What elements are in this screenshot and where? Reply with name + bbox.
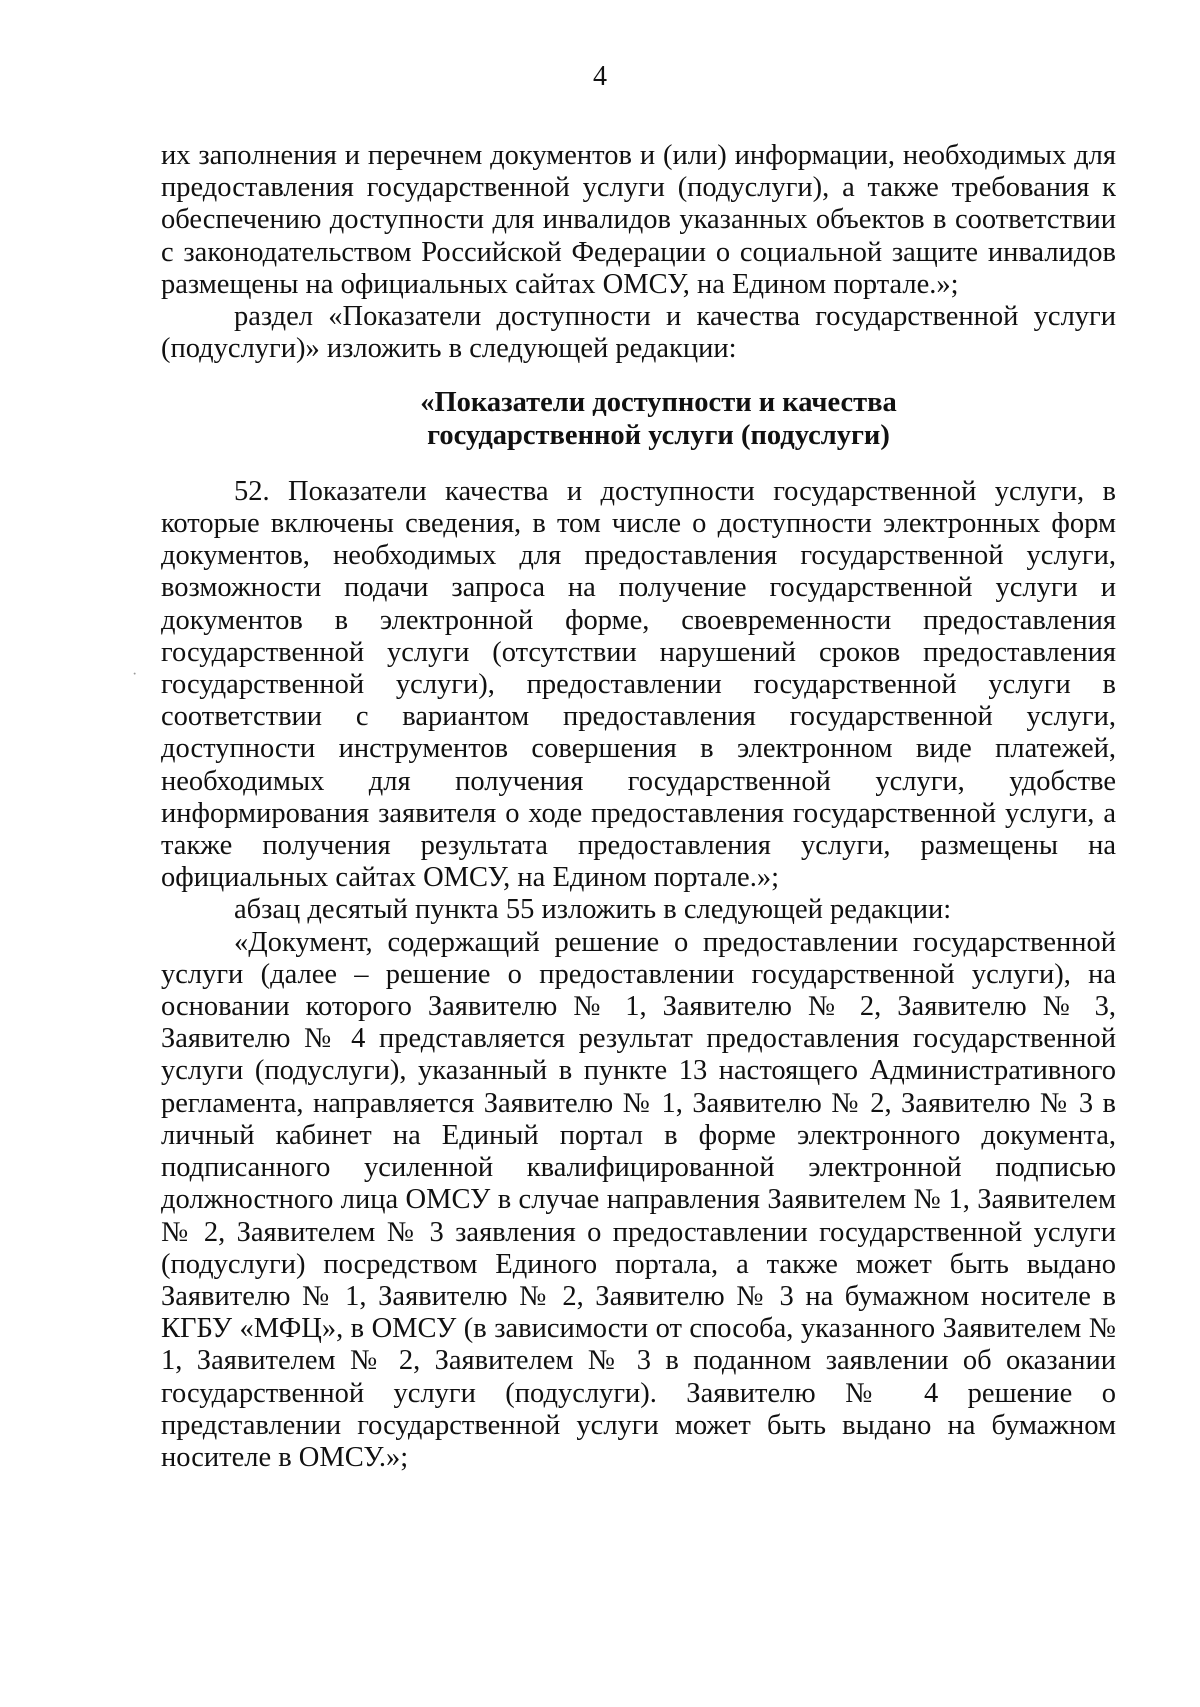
paragraph-item-52: 52. Показатели качества и доступности государственной услуги, в которые включены сведения, в том числе о доступности электронных форм документов, необходимых для предоставления государственной услуги, возможности подачи запроса на получение государственной услуги и документов в электронной форме, своевременности предоставления государственной услуги (отсутствии нарушений сроков предоставления государственной услуги), предоставлении государственной услуги в соответствии с вариантом предоставления государственной услуги, доступности инструментов совершения в электронном виде платежей, необходимых для получения государственной услуги, удобстве информирования заявителя о ходе предоставления государственной услуги, а также получения результата предоставления услуги, размещены на официальных сайтах ОМСУ, на Едином портале.»; [161,475,1116,894]
paragraph-document-decision: «Документ, содержащий решение о предоставлении государственной услуги (далее – решение о предоставлении государственной услуги), на основании которого Заявителю № 1, Заявителю № 2, Заявителю № 3, Заявителю № 4 представляется результат предоставления государственной услуги (подуслуги), указанный в пункте 13 настоящего Административного регламента, направляется Заявителю № 1, Заявителю № 2, Заявителю № 3 в личный кабинет на Единый портал в форме электронного документа, подписанного усиленной квалифицированной электронной подписью должностного лица ОМСУ в случае направления Заявителем № 1, Заявителем № 2, Заявителем № 3 заявления о предоставлении государственной услуги (подуслуги) посредством Единого портала, а также может быть выдано Заявителю № 1, Заявителю № 2, Заявителю № 3 на бумажном носителе в КГБУ «МФЦ», в ОМСУ (в зависимости от способа, указанного Заявителем № 1, Заявителем № 2, Заявителем № 3 в поданном заявлении об оказании государственной услуги (подуслуги). Заявителю № 4 решение о представлении государственной услуги может быть выдано на бумажном носителе в ОМСУ.»; [161,926,1116,1473]
page-number: 4 [593,61,607,92]
paragraph-continuation: их заполнения и перечнем документов и (или) информации, необходимых для предоставления государственной услуги (подуслуги), а также требования к обеспечению доступности для инвалидов указанных объектов в соответствии с законодательством Российской Федерации о социальной защите инвалидов размещены на официальных сайтах ОМСУ, на Едином портале.»; [161,140,1116,300]
document-body [161,140,1116,1474]
section-heading-line-2: государственной услуги (подуслуги) [427,419,890,451]
paragraph-section-instruction: раздел «Показатели доступности и качества государственной услуги (подуслуги)» изложить в следующей редакции: [161,301,1116,365]
section-heading [161,387,1116,451]
section-heading-line-1: «Показатели доступности и качества [420,387,897,419]
scan-mark: · [132,666,138,683]
paragraph-amendment-instruction: абзац десятый пункта 55 изложить в следующей редакции: [234,894,952,926]
